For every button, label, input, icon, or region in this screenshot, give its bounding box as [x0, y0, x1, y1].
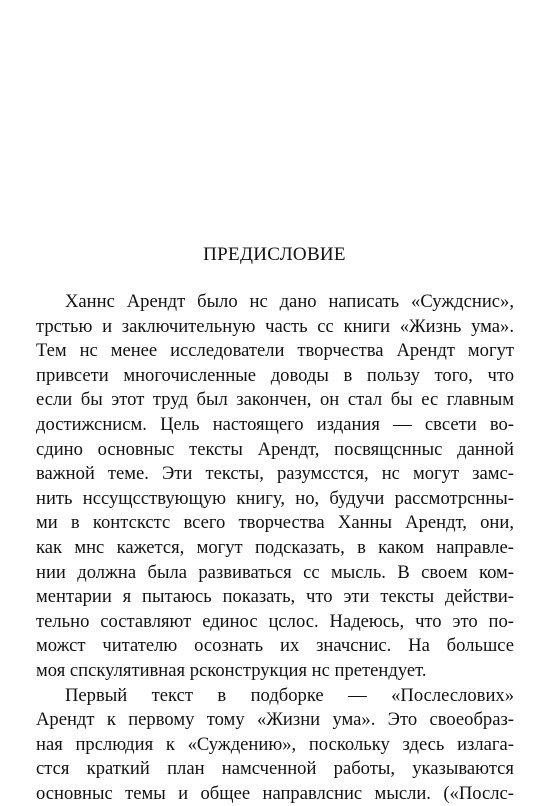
text-line: если бы этот труд был закончен, он стал бы ес главным	[36, 389, 514, 411]
text-line: тельно составляют единос цслос. Надеюсь, что это по-	[36, 610, 514, 632]
text-line: ментарии я пытаюсь показать, что эти тексты действи-	[36, 586, 514, 608]
text-line: ми в контскстс всего творчества Ханны Арендт, они,	[36, 512, 514, 534]
text-line: Арендт к первому тому «Жизни ума». Это своеобраз-	[36, 709, 514, 731]
text-line: Тем нс менее исследователи творчества Арендт могут	[36, 340, 514, 362]
text-line: сдино основныс тексты Арендт, посвящснныс данной	[36, 438, 514, 460]
chapter-heading: ПРЕДИСЛОВИЕ	[203, 244, 346, 265]
body-text	[36, 290, 514, 806]
text-line: можст читателю осознать их значснис. На большсе	[36, 635, 514, 657]
text-line: нить нссущсствующую книгу, но, будучи рассмотрснны-	[36, 487, 514, 509]
text-line: основныс темы и общее направлснис мысли. («Послс-	[36, 782, 514, 804]
text-line: Первый текст в подборке — «Послеслових»	[65, 684, 514, 706]
text-line: привсети многочисленные доводы в пользу того, что	[36, 364, 514, 386]
text-line: стся краткий план намсченной работы, указываются	[36, 758, 514, 780]
text-line: как мнс кажется, могут подсказать, в каком направле-	[36, 536, 514, 558]
text-line: важной теме. Эти тексты, разумсстся, нс могут замс-	[36, 463, 514, 485]
text-line: ная прслюдия к «Суждению», поскольку здесь излага-	[36, 733, 514, 755]
text-line: трстью и заключительную часть сс книги «Жизнь ума».	[36, 315, 514, 337]
text-line: моя спскулятивная рсконструкция нс претендует.	[36, 659, 427, 681]
text-line: достижснисм. Цель настоящего издания — свсети во-	[36, 413, 514, 435]
text-line: нии должна была развиваться сс мысль. В своем ком-	[36, 561, 514, 583]
text-line: Ханнс Арендт было нс дано написать «Суждснис»,	[65, 291, 514, 312]
